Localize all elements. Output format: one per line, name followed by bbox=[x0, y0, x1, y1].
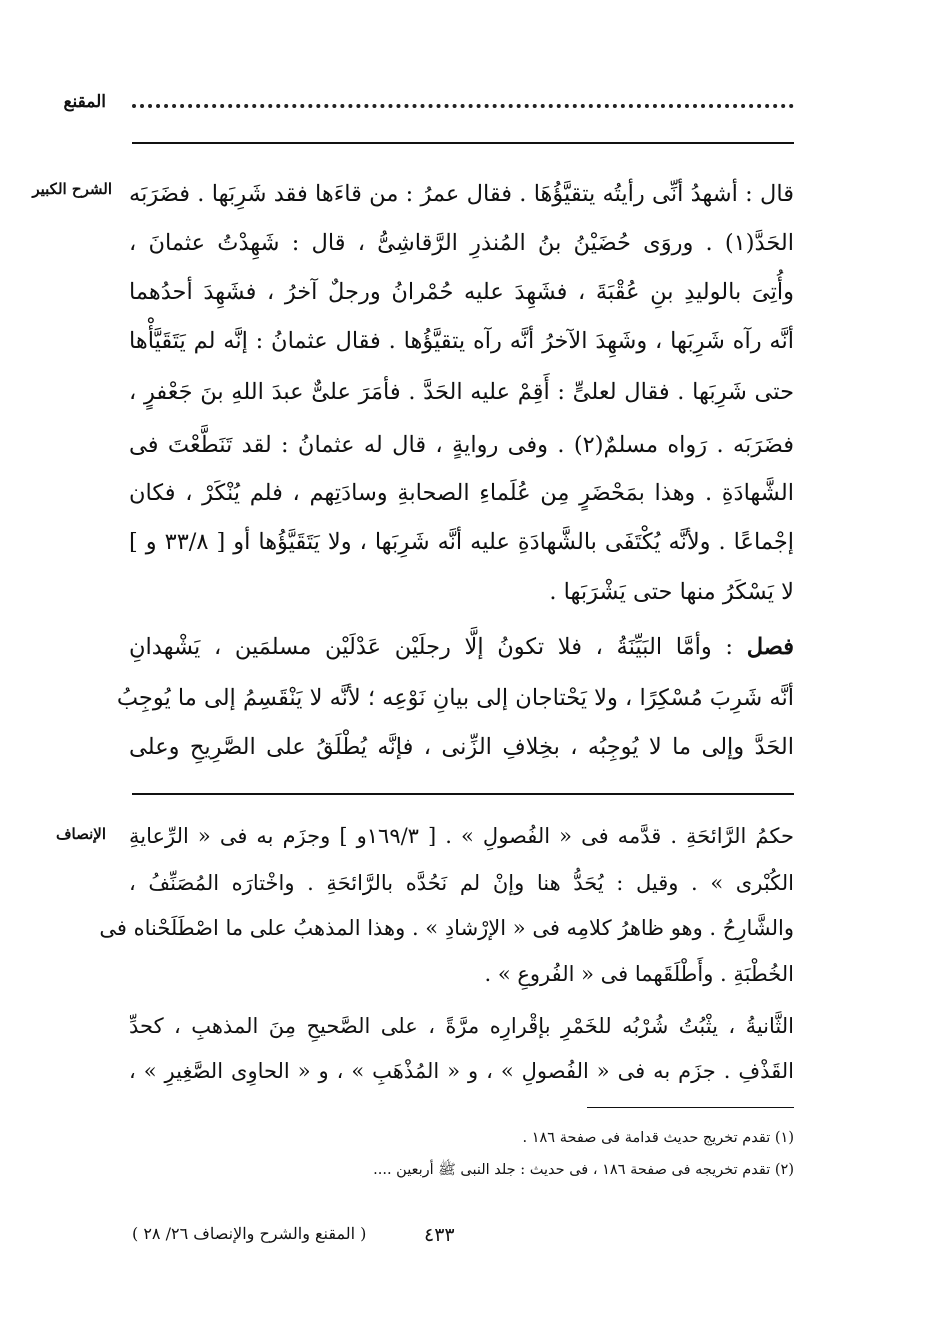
book-title: المقنع bbox=[63, 92, 106, 112]
lower-text-line: حكمُ الرَّائحَةِ . قدَّمه فى « الفُصولِ » . [ ١٦٩/٣و ] وجزَم به فى « الرِّعايةِ bbox=[129, 824, 794, 848]
header-rule bbox=[132, 142, 794, 144]
footnote-rule bbox=[587, 1107, 794, 1108]
main-text-line: حتى شَرِبَها . فقال لعلىٍّ : أَقِمْ عليه الحَدَّ . فأمَرَ علىٌّ عبدَ اللهِ بنَ جَعْفرٍ ، bbox=[129, 379, 794, 405]
fasl-text: : وأمَّا البَيِّنَةُ ، فلا تكونُ إلَّا رجلَيْن عَدْلَيْن مسلمَين ، يَشْهدانِ bbox=[129, 634, 734, 660]
main-text-line: فضَرَبَه . رَواه مسلمٌ(٢) . وفى روايةٍ ، قال له عثمانُ : لقد تَنَطَّعْتَ فى bbox=[129, 432, 794, 458]
lower-text-line: القَذْفِ . جزَم به فى « الفُصولِ » ، و « المُذْهَبِ » ، و « الحاوِى الصَّغِيرِ » ، bbox=[129, 1059, 794, 1083]
main-text-line: لا يَسْكَرُ منها حتى يَشْرَبَها . bbox=[549, 579, 794, 605]
side-label-insaf: الإنصاف bbox=[55, 825, 106, 843]
main-text-line: إجْماعًا . ولأنَّه يُكْتَفَى بالشَّهادَةِ عليه أنَّه شَرِبَها ، ولا يَتَقَيَّؤُها أو [ ٣٣/٨ و ] bbox=[129, 529, 794, 555]
footnote-1: (١) تقدم تخريج حديث قدامة فى صفحة ١٨٦ . bbox=[522, 1130, 794, 1146]
section-divider bbox=[132, 793, 794, 795]
main-text-line: أنَّه شَرِبَ مُسْكِرًا ، ولا يَحْتاجان إلى بيانِ نَوْعِه ؛ لأنَّه لا يَنْقَسِمُ إلى ما يُوجِبُ bbox=[116, 685, 794, 711]
main-text-line: الحَدَّ(١) . وروَى حُضَيْنُ بنُ المُنذرِ الرَّقاشِىُّ ، قال : شَهِدْتُ عثمانَ ، bbox=[129, 230, 794, 256]
main-text-line: الحَدَّ وإلى ما لا يُوجِبُه ، بخِلافِ الزِّنى ، فإنَّه يُطْلَقُ على الصَّرِيحِ وعلى bbox=[129, 734, 794, 760]
main-text-line: قال : أشهدُ أنِّى رأيتُه يتقيَّؤُهَا . فقال عمرُ : من قاءَها فقد شَرِبَها . فضَرَبَه bbox=[129, 181, 794, 207]
main-text-line: الشَّهادَةِ . وهذا بمَحْضَرٍ مِن عُلَماءِ الصحابةِ وسادَتِهم ، فلم يُنْكَرْ ، فكان bbox=[129, 480, 794, 506]
side-label-sharh: الشرح الكبير bbox=[32, 180, 112, 198]
lower-text-line: الثَّانيةُ ، يثْبُتُ شُرْبُه للخَمْرِ بإقْرارِه مرَّةً ، على الصَّحيحِ مِنَ المذهبِ ، كحدِّ bbox=[129, 1014, 794, 1038]
lower-text-line: الكُبْرى » . وقيل : يُحَدُّ هنا وإنْ لم نَحُدَّه بالرَّائحَةِ . واخْتارَه المُصَنِّفُ ، bbox=[129, 871, 794, 895]
page-number: ٤٣٣ bbox=[424, 1224, 455, 1246]
lower-text-line: الخُطْبَةِ . وأَطْلَقَهما فى « الفُروعِ » . bbox=[484, 962, 794, 986]
main-text-line: وأُتِىَ بالوليدِ بنِ عُقْبَةَ ، فشَهِدَ عليه حُمْرانُ ورجلٌ آخرُ ، فشَهِدَ أحدُهما bbox=[129, 279, 794, 305]
fasl-line bbox=[129, 636, 794, 659]
main-text-line: أنَّه رآه شَرِبَها ، وشَهِدَ الآخرُ أنَّه رآه يتقيَّؤُها . فقال عثمانُ : إنَّه لم يَتَقَيَّأْها bbox=[129, 328, 794, 354]
header-dotted-line bbox=[132, 104, 794, 108]
footnote-2: (٢) تقدم تخريجه فى صفحة ١٨٦ ، فى حديث : جلد النبى ﷺ أربعين .... bbox=[373, 1162, 794, 1178]
volume-reference: ( المقنع والشرح والإنصاف ٢٦/ ٢٨ ) bbox=[132, 1224, 367, 1243]
fasl-heading: فصل bbox=[746, 634, 794, 660]
lower-text-line: والشَّارِحُ . وهو ظاهرُ كلامِه فى « الإرْشادِ » . وهذا المذهبُ على ما اصْطَلَحْناه فى bbox=[99, 916, 794, 940]
